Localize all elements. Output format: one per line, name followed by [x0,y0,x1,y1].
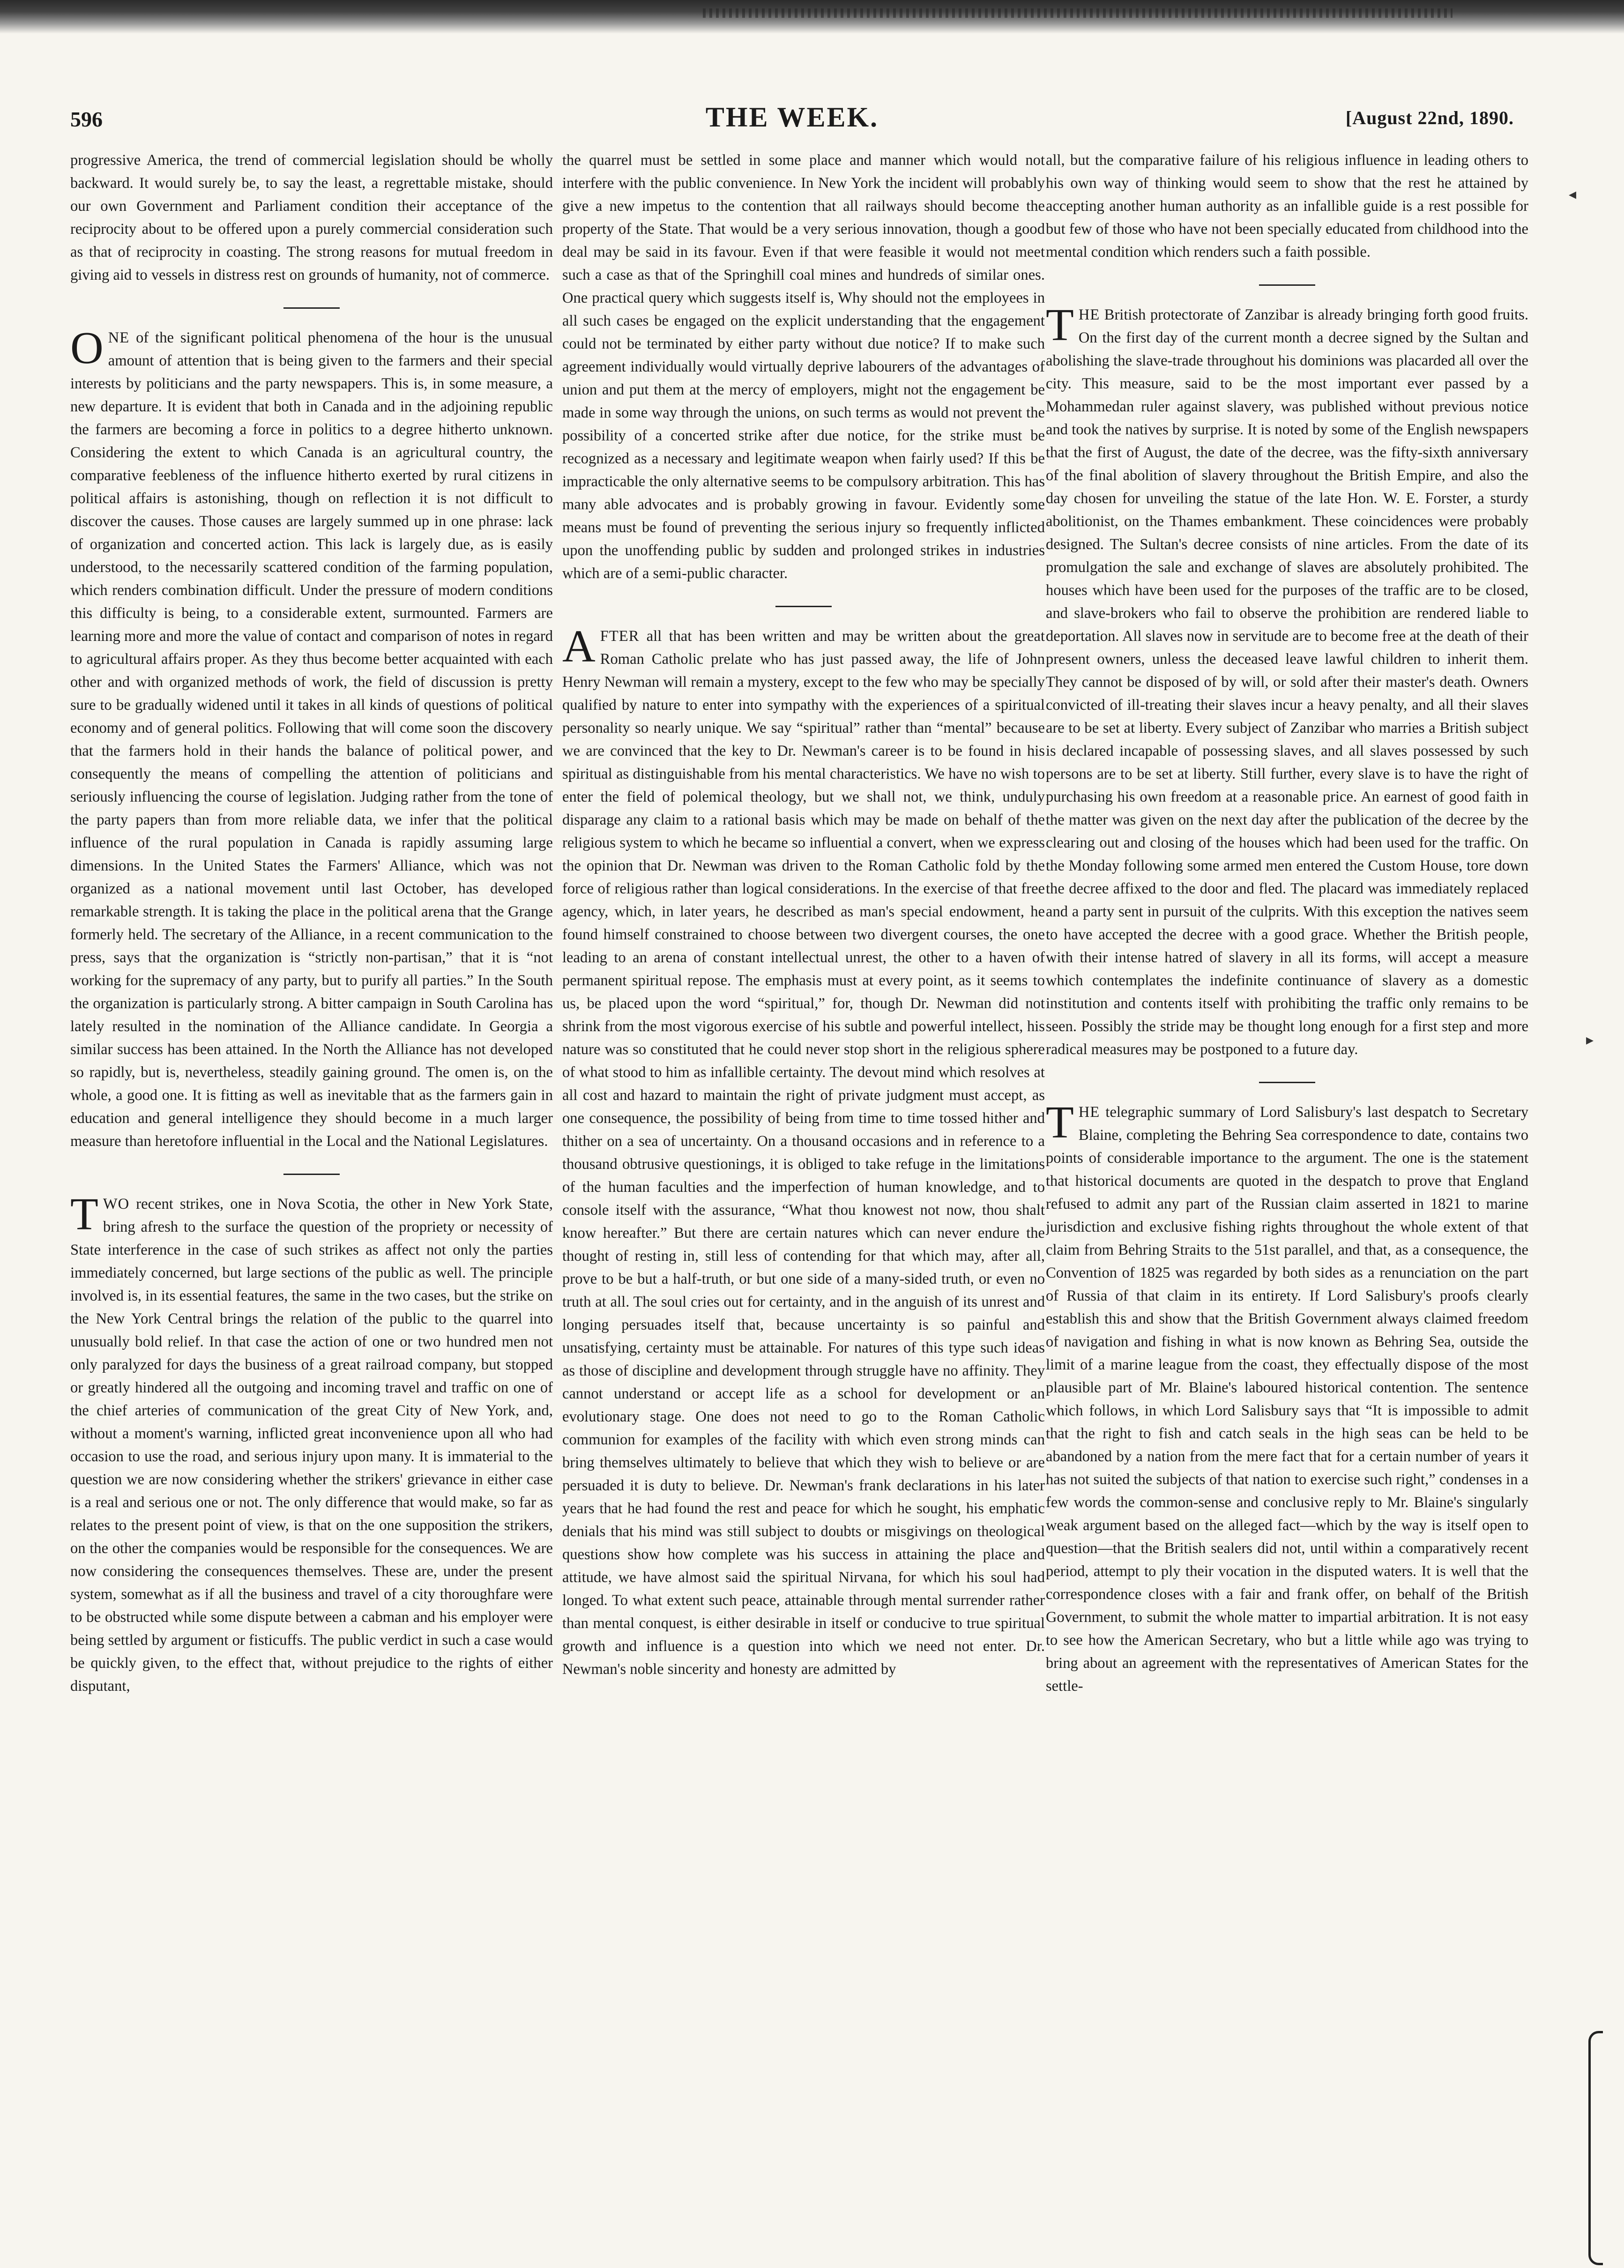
paragraph: progressive America, the trend of commercial legislation should be wholly backward. It would surely be, to say the least, a regrettable mistake, should our own Government and Parliament condition their acceptance of the reciprocity about to be offered upon a purely commercial consideration such as that of reciprocity in coasting. The strong reasons for mutual freedom in giving aid to vessels in distress rest on grounds of humanity, not of commerce. [70,152,553,283]
paragraph-body: telegraphic summary of Lord Salisbury's last despatch to Secretary Blaine, completing the Behring Sea correspondence to date, contains two points of considerable importance to the argument. The one is the statement that historical documents are quoted in the despatch to prove that England refused to admit any part of the Russian claim asserted in 1821 to marine jurisdiction and exclusive fishing rights throughout the whole extent of that claim from Behring Straits to the 51st parallel, and that, as a consequence, the Convention of 1825 was regarded by both sides as a renunciation on the part of Russia of that claim in its entirety. If Lord Salisbury's proofs clearly establish this and show that the British Government always claimed freedom of navigation and fishing in what is now known as Behring Sea, outside the limit of a marine league from the coast, they effectually dispose of the most plausible part of Mr. Blaine's laboured historical contention. The sentence which follows, in which Lord Salisbury says that “It is impossible to admit that the right to fish and catch seals in the high seas can be held to be abandoned by a nation from the mere fact that for a certain number of years it has not suited the subjects of that nation to exercise such right,” condenses in a few words the common-sense and conclusive reply to Mr. Blaine's singularly weak argument based on the alleged fact—which by the way is itself open to question—that the British sealers did not, until within a comparatively recent period, attempt to ply their vocation in the disputed waters. It is well that the correspondence closes with a fair and frank offer, on behalf of the British Government, to submit the whole matter to impartial arbitration. It is not easy to see how the American Secretary, who but a little while ago was trying to bring about an agreement with the representatives of American States for the settle- [1046,1104,1528,1695]
paragraph [70,323,553,1153]
section-rule [283,1174,340,1175]
paragraph: the quarrel must be settled in some place and manner which would not interfere with the public convenience. In New York the incident will probably give a new impetus to the contention that all railways should become the property of the State. That would be a very serious innovation, though a good deal may be said in its favour. Even if that were feasible it would not meet such a case as that of the Springhill coal mines and hundreds of similar ones. One practical query which suggests itself is, Why should not the employees in all such cases be engaged on the explicit understanding that the engagement could not be terminated by either party without due notice? If to make such agreement individually would virtually deprive labourers of the advantages of union and put them at the mercy of employers, might not the engagement be made in some way through the unions, on such terms as would not prevent the possibility of a concerted strike after due notice, for the strike must be recognized as a necessary and legitimate weapon when fairly used? If this be impracticable the only alternative seems to be compulsory arbitration. This has many able advocates and is probably growing in favour. Evidently some means must be found of preventing the serious injury so frequently inflicted upon the unoffending public by sudden and prolonged strikes in industries which are of a semi-public character. [562,152,1045,582]
paragraph: all, but the comparative failure of his religious influence in leading others to his own way of thinking would seem to show that the rest he attained by accepting another human authority as an infallible guide is a rest possible for but few of those who have not been specially educated from childhood into the mental condition which renders such a faith possible. [1046,152,1528,260]
column-2 [562,149,1045,2243]
drop-initial: O [70,323,104,373]
section-rule [775,606,832,607]
paragraph-body: British protectorate of Zanzibar is already bringing forth good fruits. On the first day of the current month a decree signed by the Sultan and abolishing the slave-trade throughout his dominions was placarded all over the city. This measure, said to be the most important ever passed by a Mohammedan ruler against slavery, was published without previous notice and took the natives by surprise. It is noted by some of the English newspapers that the first of August, the date of the decree, was the fifty-sixth anniversary of the final abolition of slavery throughout the British Empire, and also the day chosen for unveiling the statue of the late Hon. W. E. Forster, a sturdy abolitionist, on the Thames embankment. These coincidences were probably designed. The Sultan's decree consists of nine articles. From the date of its promulgation the sale and exchange of slaves are absolutely prohibited. The houses which have been used for the purposes of the traffic are to be closed, and slave-brokers who fail to observe the prohibition are rendered liable to deportation. All slaves now in servitude are to become free at the death of their present owners, unless the deceased leave lawful children to inherit them. They cannot be disposed of by will, or sold after their master's death. Owners convicted of ill-treating their slaves incur a heavy penalty, and all their slaves are to be set at liberty. Every subject of Zanzibar who marries a British subject is declared incapable of possessing slaves, and all slaves possessed by such persons are to be set at liberty. Still further, every slave is to have the right of purchasing his own freedom at a reasonable price. An earnest of good faith in the matter was given on the next day after the publication of the decree by the clearing out and closing of the houses which had been used for the traffic. On the Monday following some armed men entered the Custom House, tore down the decree affixed to the door and fled. The placard was immediately replaced and a party sent in pursuit of the culprits. With this exception the natives seem to have accepted the decree with a good grace. Whether the British people, with their intense hatred of slavery in all its forms, will accept a measure which contemplates the indefinite continuance of slavery as a domestic institution and contents itself with prohibiting the traffic only remains to be seen. Possibly the stride may be thought long enough for a first step and more radical measures may be postponed to a future day. [1046,306,1528,1058]
margin-bracket [1588,2031,1603,2265]
paragraph-body: of the significant political phenomena of the hour is the unusual amount of attention that is being given to the farmers and their special interests by politicians and the party newspapers. This is, in some measure, a new departure. It is evident that both in Canada and in the adjoining republic the farmers are becoming a force in politics to a degree hitherto unknown. Considering the extent to which Canada is an agricultural country, the comparative feebleness of the influence hitherto exerted by rural citizens in political affairs is astonishing, though on reflection it is not difficult to discover the causes. Those causes are largely summed up in one phrase: lack of organization and concerted action. This lack is largely due, as is easily understood, to the necessarily scattered condition of the farming population, which renders combination difficult. Under the pressure of modern conditions this difficulty is being, to a considerable extent, surmounted. Farmers are learning more and more the value of contact and comparison of notes in regard to agricultural affairs proper. As they thus become better acquainted with each other and with organized methods of work, the field of discussion is pretty sure to be gradually widened until it takes in all kinds of questions of political economy and of general politics. Following that will come soon the discovery that the farmers hold in their hands the balance of political power, and consequently the means of compelling the attention of politicians and seriously influencing the course of legislation. Judging rather from the tone of the party papers than from more reliable data, we infer that the political influence of the rural population in Canada is rapidly assuming large dimensions. In the United States the Farmers' Alliance, which was not organized as a national movement until last October, has developed remarkable strength. It is taking the place in the political arena that the Grange formerly held. The secretary of the Alliance, in a recent communication to the press, says that the organization is “strictly non-partisan,” that it is “not working for the supremacy of any party, but to purify all parties.” In the South the organization is particularly strong. A bitter campaign in South Carolina has lately resulted in the nomination of the Alliance candidate. In Georgia a similar success has been attained. In the North the Alliance has not developed so rapidly, but is, nevertheless, steadily gaining ground. The omen is, on the whole, a good one. It is fitting as well as inevitable that as the farmers gain in education and general intelligence they should become in a much larger measure than heretofore influential in the Local and the National Legislatures. [70,329,553,1150]
paragraph [1046,300,1528,1061]
paragraph-body: all that has been written and may be written about the great Roman Catholic prelate who has just passed away, the life of John Henry Newman will remain a mystery, except to the few who may be specially qualified by nature to enter into sympathy with the experiences of a spiritual personality so nearly unique. We say “spiritual” rather than “mental” because we are convinced that the key to Dr. Newman's career is to be found in his spiritual as distinguishable from his mental characteristics. We have no wish to enter the field of polemical theology, but we shall not, we think, unduly disparage any claim to a rational basis which may be made on behalf of the religious system to which he became so influential a convert, when we express the opinion that Dr. Newman was driven to the Roman Catholic fold by the force of religious rather than logical considerations. In the exercise of that free agency, which, in later years, he described as man's special endowment, he found himself constrained to choose between two divergent courses, the one leading to an arena of constant intellectual unrest, the other to a haven of permanent spiritual repose. The emphasis must at every point, as it seems to us, be placed upon the word “spiritual,” for, though Dr. Newman did not shrink from the most vigorous exercise of his subtle and powerful intellect, his nature was so constituted that he could never stop short in the religious sphere of what stood to him as infallible certainty. The devout mind which resolves at all cost and hazard to maintain the right of private judgment must accept, as one consequence, the possibility of being from time to time tossed hither and thither on a sea of uncertainty. On a thousand occasions and in reference to a thousand obtrusive questionings, it is obliged to take refuge in the limitations of the human faculties and the imperfection of human knowledge, and to console itself with the assurance, “What thou knowest not now, thou shalt know hereafter.” But there are certain natures which can never endure the thought of resting in, still less of contending for that which may, after all, prove to be but a half-truth, or but one side of a many-sided truth, or even no truth at all. The soul cries out for certainty, and in the anguish of its unrest and longing persuades itself that, because uncertainty is so painful and unsatisfying, certainty must be attainable. For natures of this type such ideas as those of discipline and development through struggle have no affinity. They cannot understand or accept life as a school for development or an evolutionary stage. One does not need to go to the Roman Catholic communion for examples of the facility with which even strong minds can bring themselves ultimately to believe that which they wish to believe or are persuaded it is duty to believe. Dr. Newman's frank declarations in his later years that he had found the rest and peace for which he sought, his emphatic denials that his mind was still subject to doubts or misgivings on theological questions show how complete was his success in attaining the place and attitude, we have almost said the spiritual Nirvana, for which his soul had longed. To what extent such peace, attainable through mental surrender rather than mental conquest, is either desirable in itself or conducive to true spiritual growth and influence is a question into which we need not enter. Dr. Newman's noble sincerity and honesty are admitted by [562,628,1045,1678]
section-rule [1259,1082,1315,1083]
section-rule [1259,284,1315,286]
page-number: 596 [70,107,103,131]
drop-initial: T [1046,300,1074,350]
drop-initial: A [562,621,596,672]
page-header [70,98,1514,136]
paragraph [562,621,1045,1681]
lead-word: HE [1078,306,1100,323]
lead-word: FTER [600,628,640,645]
issue-date: [August 22nd, 1890. [1345,107,1514,128]
lead-word: NE [108,329,130,346]
drop-initial: T [1046,1097,1074,1148]
column-1 [70,149,553,2243]
scan-edge [0,0,1624,34]
margin-mark: ▸ [1586,1031,1594,1048]
section-rule [283,307,340,309]
page-title: THE WEEK. [705,102,879,133]
lead-word: HE [1078,1104,1100,1121]
lead-word: WO [103,1196,130,1212]
paragraph [70,1189,553,1698]
drop-initial: T [70,1189,98,1240]
paragraph-body: recent strikes, one in Nova Scotia, the other in New York State, bring afresh to the surface the question of the propriety or necessity of State interference in the case of such strikes as affect not only the parties immediately concerned, but large sections of the public as well. The principle involved is, in its essential features, the same in the two cases, but the strike on the New York Central brings the relation of the public to the quarrel into unusually bold relief. In that case the action of one or two hundred men not only paralyzed for days the business of a great railroad company, but stopped or greatly hindered all the outgoing and incoming travel and traffic on one of the chief arteries of communication of the great City of New York, and, without a moment's warning, inflicted great inconvenience upon all who had occasion to use the road, and serious injury upon many. It is immaterial to the question we are now considering whether the strikers' grievance in either case is a real and serious one or not. The only difference that would make, so far as relates to the present point of view, is that on the one supposition the strikers, on the other the companies would be responsible for the consequences. We are now considering the consequences themselves. These are, under the present system, somewhat as if all the business and travel of a city thoroughfare were to be obstructed while some dispute between a cabman and his employer were being settled by argument or fisticuffs. The public verdict in such a case would be quickly given, to the effect that, without prejudice to the rights of either disputant, [70,1196,553,1695]
column-3 [1046,149,1528,2243]
paragraph [1046,1097,1528,1698]
margin-mark: ◂ [1569,185,1577,203]
